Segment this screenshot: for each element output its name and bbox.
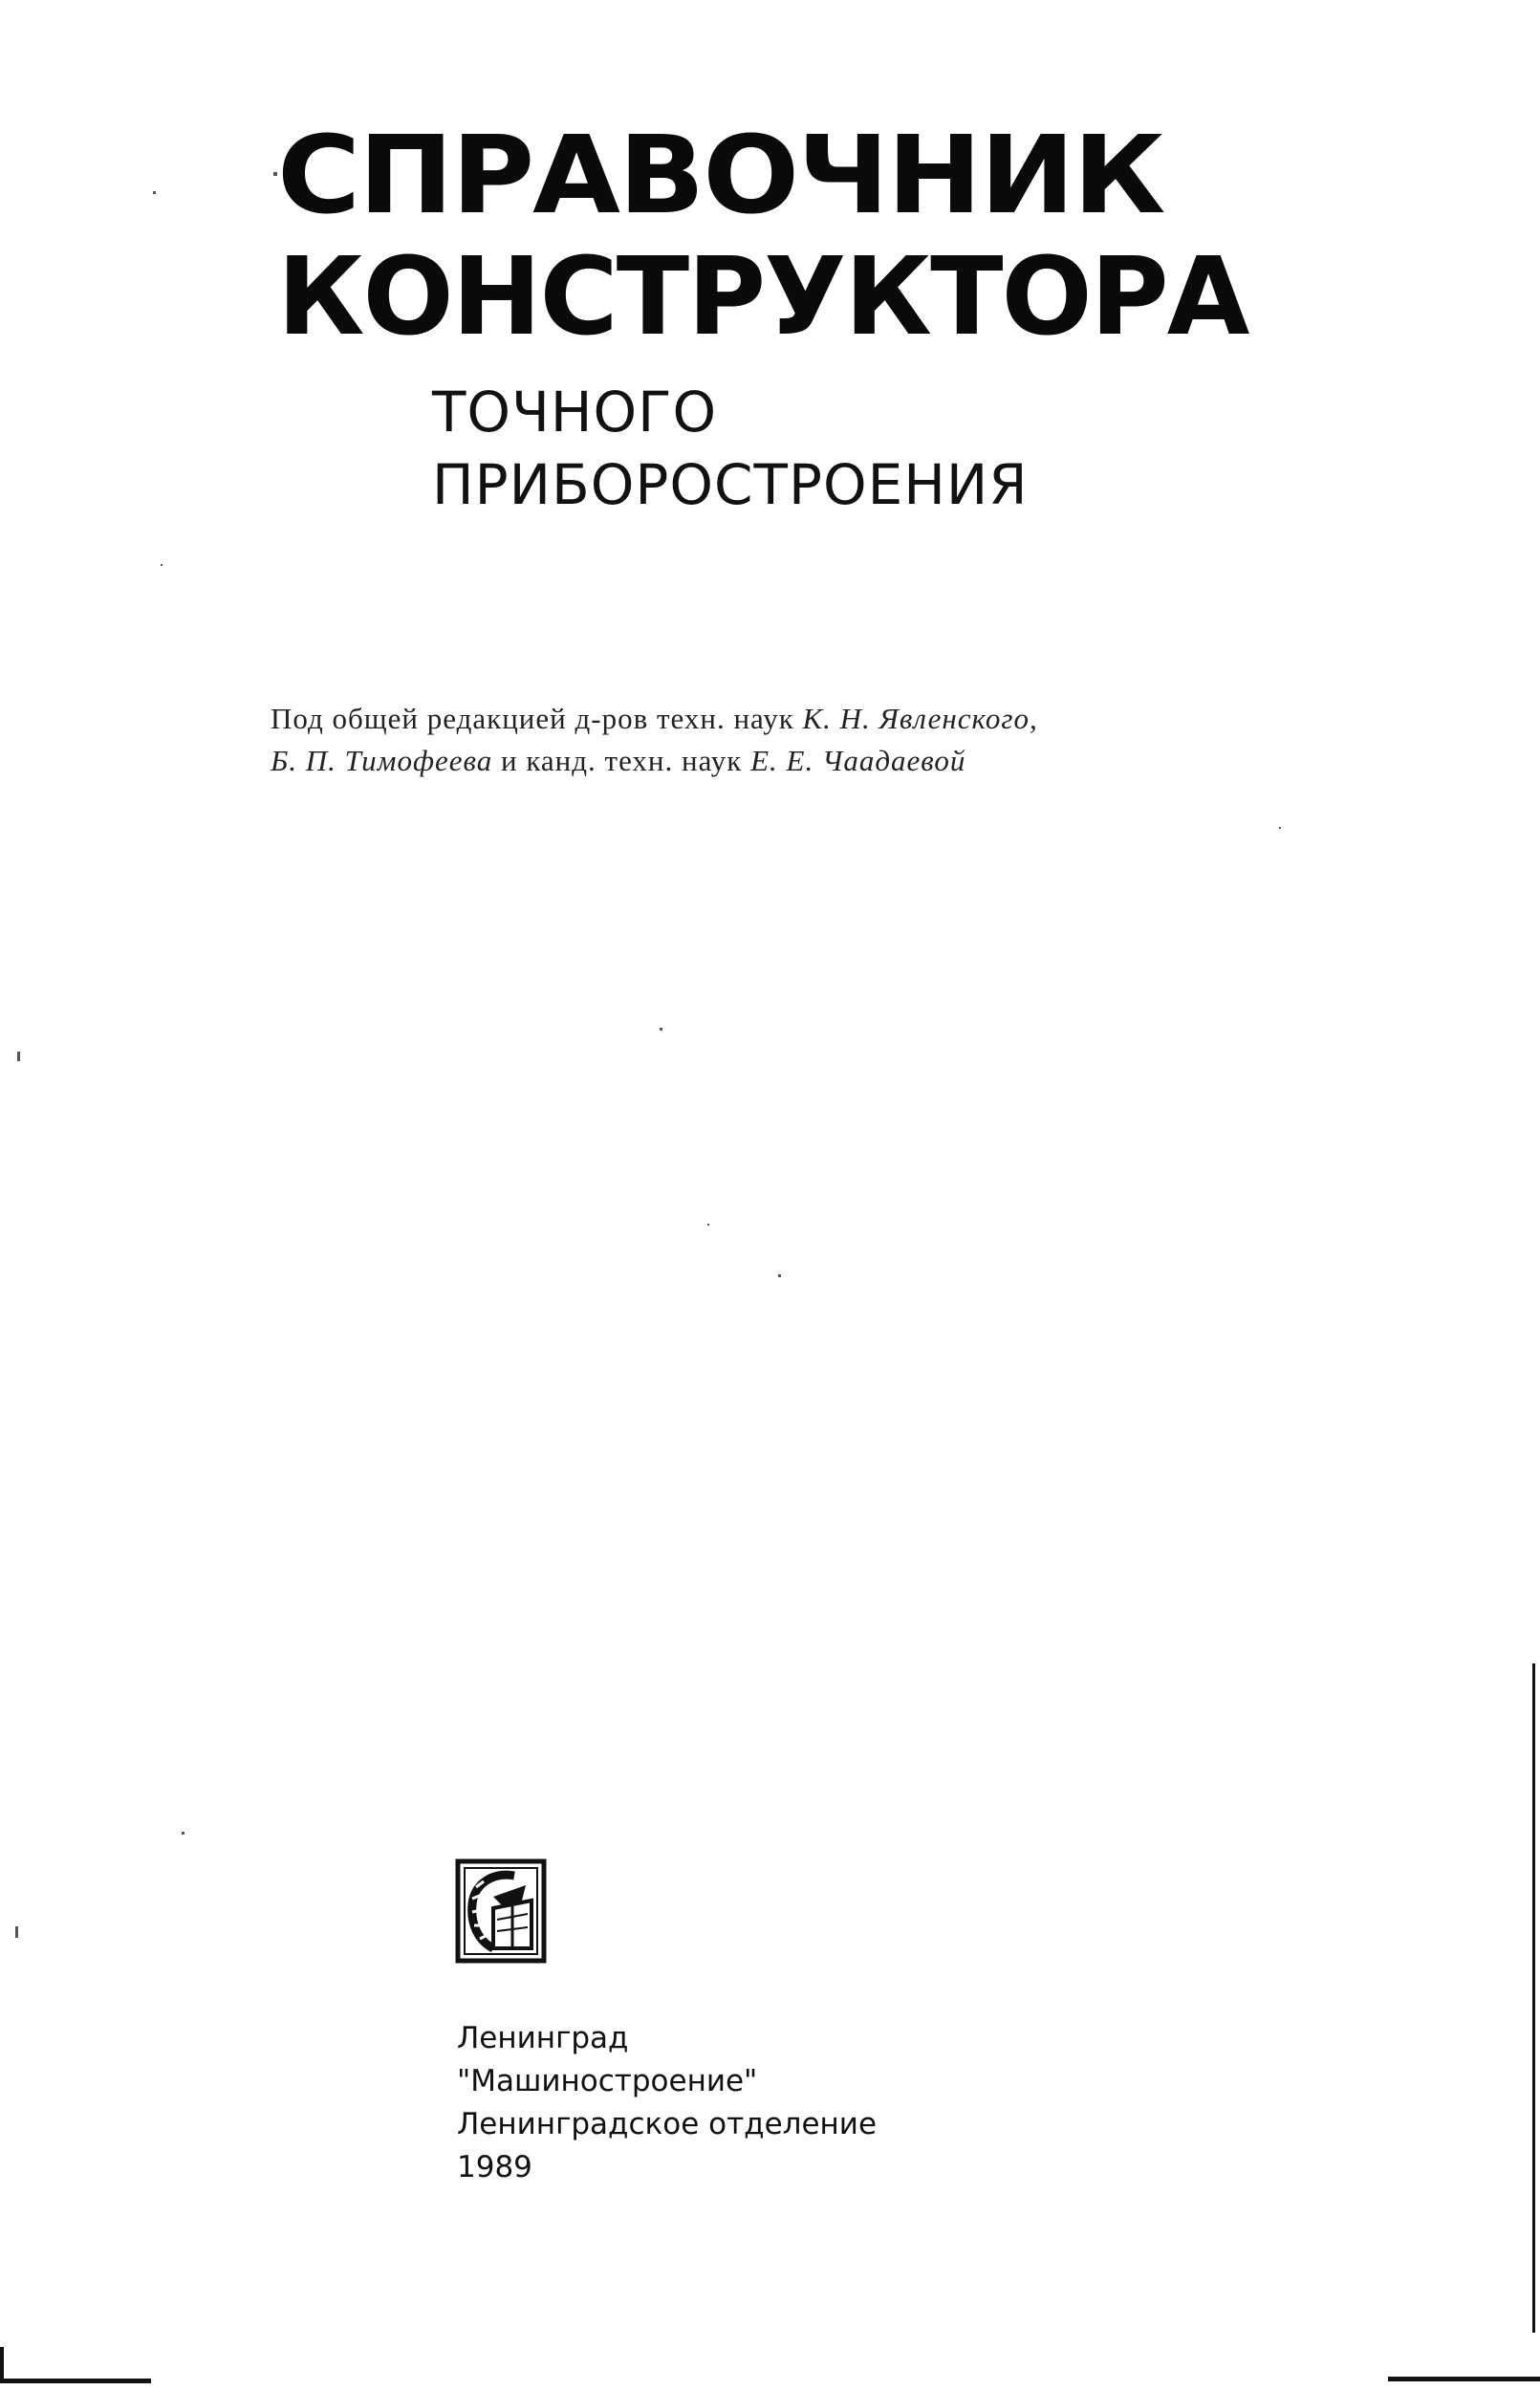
scan-speck bbox=[660, 1028, 662, 1031]
scan-speck bbox=[707, 1224, 709, 1226]
editor-name-2: Б. П. Тимофеева bbox=[271, 744, 493, 777]
book-subtitle-line-2: ПРИБОРОСТРОЕНИЯ bbox=[432, 452, 1029, 517]
scan-edge-bottom-right bbox=[1388, 2377, 1540, 2381]
scan-speck bbox=[161, 564, 163, 566]
scan-speck bbox=[1279, 827, 1281, 829]
scan-speck bbox=[17, 1052, 20, 1061]
imprint-branch: Ленинградское отделение bbox=[457, 2107, 878, 2141]
editor-name-3: Е. Е. Чаадаевой bbox=[750, 744, 966, 777]
editors-line-2 bbox=[271, 740, 1246, 782]
imprint bbox=[457, 2017, 877, 2189]
editors-prefix: Под общей редакцией д-ров техн. наук bbox=[271, 702, 803, 735]
imprint-year: 1989 bbox=[457, 2150, 532, 2184]
scan-speck bbox=[273, 172, 277, 176]
editors-line-1 bbox=[271, 698, 1246, 740]
scan-speck bbox=[182, 1832, 184, 1835]
editors-middle: и канд. техн. наук bbox=[492, 744, 751, 777]
book-subtitle-line-1: ТОЧНОГО bbox=[432, 380, 718, 445]
scan-speck bbox=[15, 1926, 18, 1938]
scan-edge-right bbox=[1532, 1663, 1535, 2333]
imprint-publisher: "Машиностроение" bbox=[457, 2064, 758, 2098]
editors-credit bbox=[271, 698, 1246, 782]
scan-speck bbox=[153, 191, 156, 194]
scan-speck bbox=[778, 1274, 781, 1277]
scan-edge-bottom-left bbox=[0, 2379, 151, 2383]
imprint-city: Ленинград bbox=[457, 2021, 629, 2055]
publisher-emblem-icon bbox=[455, 1858, 547, 1964]
scan-edge-bottom-left-vertical bbox=[0, 2347, 4, 2383]
editor-name-1: К. Н. Явленского, bbox=[802, 702, 1038, 735]
book-title-line-1: СПРАВОЧНИК bbox=[277, 114, 1164, 238]
book-title-line-2: КОНСТРУКТОРА bbox=[277, 235, 1248, 359]
